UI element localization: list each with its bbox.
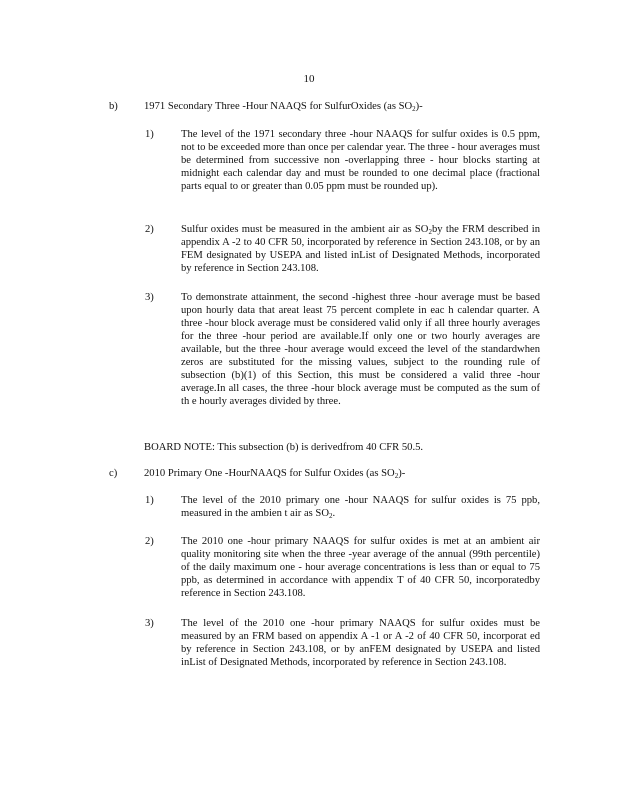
section-b-item-1-number: 1)	[145, 129, 154, 140]
section-c-item-2-number: 2)	[145, 536, 154, 547]
section-c-item-3-number: 3)	[145, 618, 154, 629]
board-note: BOARD NOTE: This subsection (b) is derivedfrom 40 CFR 50.5.	[144, 442, 424, 453]
section-c-item-1-text: The level of the 2010 primary one -hour NAAQS for sulfur oxides is 75 ppb, measured in the ambien t air as $SO_2$.	[181, 495, 540, 520]
section-b-letter: b)	[109, 101, 118, 112]
section-b-item-3-number: 3)	[145, 292, 154, 303]
section-b-item-2-text: Sulfur oxides must be measured in the ambient air as $SO_2by$ the FRM described in appendix A -2 to 40 CFR 50, incorporated by reference in Section 243.108, or by an FEM designated by USEPA and listed inList of Designated Methods, incorporated by reference in Section 243.108.	[181, 224, 541, 274]
section-c-item-1-number: 1)	[145, 495, 154, 506]
section-b-item-2-number: 2)	[145, 224, 154, 235]
section-c-item-2-text: The 2010 one -hour primary NAAQS for sulfur oxides is met at an ambient air quality monitoring site when the three -year average of the annual (99th percentile) of the daily maximum one - hour average concentrations is less than or equal to 75 ppb, as determined in accordance with appendix T of 40 CFR 50, incorporatedby reference in Section 243.108.	[181, 536, 540, 599]
section-b-item-3-text: To demonstrate attainment, the second -highest three -hour average must be based upon hourly data that areat least 75 percent complete in eac h calendar quarter. A three -hour block average must be considered valid only if all three hourly averages for the three -hour period are available.If only one or two hourly averages are available, but the three -hour average would exceed the level of the standardwhen zeros are substituted for the missing values, subject to the rounding rule of subsection (b)(1) of this Section, this must be considered a valid three -hour average.In all cases, the three -hour block average must be computed as the sum of th e hourly averages divided by three.	[181, 292, 540, 407]
section-c-letter: c)	[109, 468, 118, 479]
section-c-item-3-text: The level of the 2010 one -hour primary NAAQS for sulfur oxides must be measured by an FRM based on appendix A -1 or A -2 of 40 CFR 50, incorporat ed by reference in Section 243.108, or by anFEM designated by USEPA and listed inList of Designated Methods, incorporated by reference in Section 243.108.	[181, 618, 540, 668]
section-b-item-1-text: The level of the 1971 secondary three -hour NAAQS for sulfur oxides is 0.5 ppm, not to be exceeded more than once per calendar year. The three - hour averages must be determined from successive non -overlapping three - hour blocks starting at midnight each calendar day and must be rounded to one decimal place (fractional parts equal to or greater than 0.05 ppm must be rounded up).	[181, 129, 540, 192]
section-c-heading: 2010 Primary One -HourNAAQS for Sulfur Oxides (as $SO_2)-$	[144, 468, 406, 480]
section-b-heading: 1971 Secondary Three -Hour NAAQS for SulfurOxides (as $SO_2)-$	[144, 101, 423, 113]
page-number: 10	[303, 73, 315, 85]
